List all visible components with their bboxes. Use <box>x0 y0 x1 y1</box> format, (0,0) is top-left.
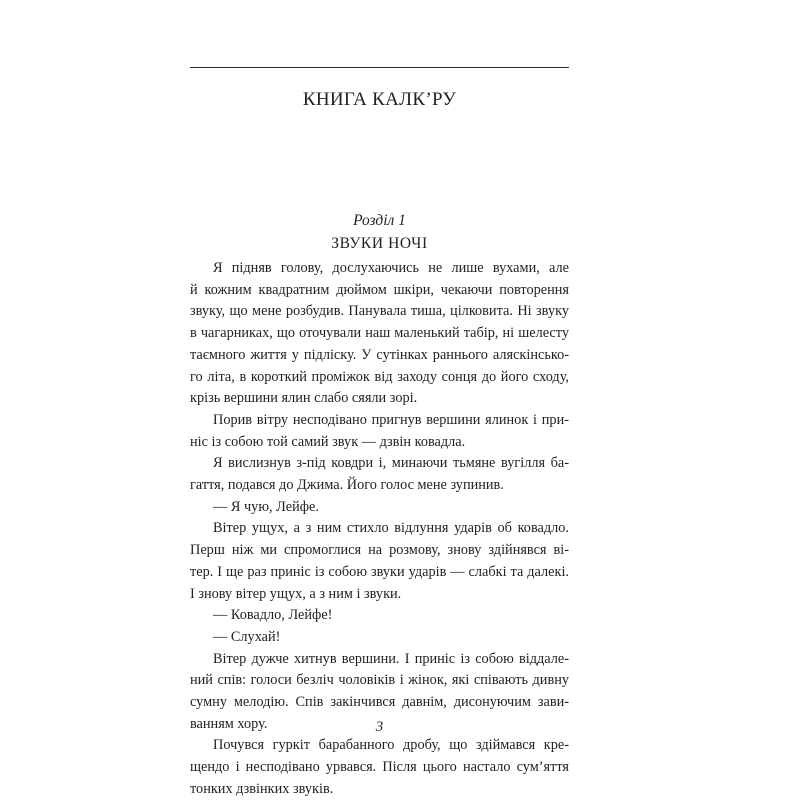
text-line: Вітер ущух, а з ним стихло відлуння ударів об ковадло. <box>213 520 569 537</box>
paragraph <box>190 627 569 649</box>
text-line: тонких дзвінких звуків. <box>190 780 334 797</box>
text-line: Я підняв голову, дослухаючись не лише вухами, але <box>213 260 569 276</box>
text-line: ванням хору. <box>190 715 268 732</box>
text-line: Порив вітру несподівано пригнув вершини ялинок і при- <box>213 411 569 428</box>
paragraph <box>190 518 569 605</box>
text-line: щендо і несподівано урвався. Після цього настало сум’яття <box>190 759 569 776</box>
text-line: й кожним квадратним дюймом шкіри, чекаючи повторення <box>190 281 569 298</box>
header-rule <box>190 67 569 68</box>
text-line: — Я чую, Лейфе. <box>213 498 319 515</box>
page-number: 3 <box>375 719 384 735</box>
text-line: — Ковадло, Лейфе! <box>213 607 333 624</box>
paragraph <box>190 258 569 410</box>
text-line: го літа, в короткий проміжок від заходу сонця до його сходу, <box>190 368 569 385</box>
chapter-label: Розділ 1 <box>353 212 406 229</box>
text-line: сумну мелодію. Спів закінчився давнім, дисонуючим зави- <box>190 694 569 711</box>
text-line: в чагарниках, що оточували наш маленький табір, ні шелесту <box>190 325 569 342</box>
text-line: крізь вершини ялин слабо сяяли зорі. <box>190 390 418 407</box>
text-line: Перш ніж ми спромоглися на розмову, знову здійнявся ві- <box>190 542 569 559</box>
text-line: Почувся гуркіт барабанного дробу, що здіймався кре- <box>213 737 569 754</box>
text-line: звуку, що мене розбудив. Панувала тиша, цілковита. Ні звуку <box>190 303 569 320</box>
running-head: КНИГА КАЛК’РУ <box>302 89 457 110</box>
paragraph <box>190 735 569 800</box>
paragraph <box>190 605 569 627</box>
paragraph <box>190 453 569 496</box>
paragraph <box>190 410 569 453</box>
text-line: — Слухай! <box>213 628 281 645</box>
text-line: тер. І ще раз приніс із собою звуки ударів — слабкі та далекі. <box>190 563 569 580</box>
paragraph <box>190 497 569 519</box>
text-line: ний спів: голоси безліч чоловіків і жінок, які співають дивну <box>190 672 569 689</box>
text-line: Вітер дужче хитнув вершини. І приніс із собою віддале- <box>213 650 569 667</box>
text-line: таємного життя у підліску. У сутінках раннього аляскінсько- <box>190 346 569 363</box>
text-line: Я вислизнув з-під ковдри і, минаючи тьмяне вугілля ба- <box>213 455 569 472</box>
text-line: гаття, подався до Джима. Його голос мене зупинив. <box>190 477 504 494</box>
text-line: ніс із собою той самий звук — дзвін ковадла. <box>190 433 466 450</box>
chapter-title: ЗВУКИ НОЧІ <box>331 235 428 252</box>
text-line: І знову вітер ущух, а з ним і звуки. <box>190 585 402 602</box>
